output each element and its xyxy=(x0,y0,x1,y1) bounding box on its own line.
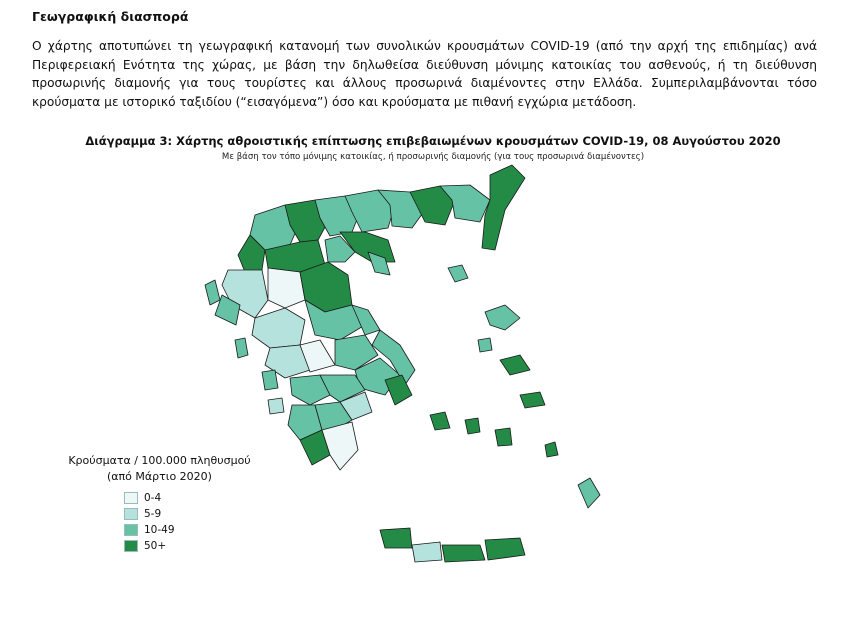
map-region xyxy=(520,392,545,408)
section-heading: Γεωγραφική διασπορά xyxy=(32,9,189,24)
map-region xyxy=(322,422,358,470)
map-region xyxy=(578,478,600,508)
map-region xyxy=(442,545,485,562)
map-region xyxy=(268,268,305,308)
legend-swatch xyxy=(124,492,138,504)
map-region xyxy=(500,355,530,375)
map-region xyxy=(482,165,525,250)
legend-label: 0-4 xyxy=(144,492,162,504)
legend-label: 5-9 xyxy=(144,508,162,520)
map-region xyxy=(545,442,558,457)
map-region xyxy=(495,428,512,446)
greece-choropleth-map xyxy=(150,160,620,580)
map-region xyxy=(485,305,520,330)
figure-title: Διάγραμμα 3: Χάρτης αθροιστικής επίπτωσης επιβεβαιωμένων κρουσμάτων COVID-19, 08 Αυγούστου 2020 xyxy=(85,134,781,148)
map-region xyxy=(235,338,248,358)
map-region xyxy=(205,280,220,305)
legend-swatch xyxy=(124,524,138,536)
map-region xyxy=(262,370,278,390)
map-region xyxy=(252,308,305,348)
legend-swatch xyxy=(124,540,138,552)
legend-item xyxy=(124,523,175,537)
legend-item xyxy=(124,491,161,505)
map-region xyxy=(430,412,450,430)
legend-title-line2: (από Μάρτιο 2020) xyxy=(107,470,212,483)
description-paragraph: Ο χάρτης αποτυπώνει τη γεωγραφική κατανομή των συνολικών κρουσμάτων COVID-19 (από την αρχή της επιδημίας) ανά Περιφερειακή Ενότητα της χώρας, με βάση την δηλωθείσα διεύθυνση μόνιμης κατοικίας του ασθενούς, ή τη διεύθυνση προσωρινής διαμονής για τους τουρίστες και άλλους προσωρινά διαμένοντες στην Ελλάδα. Συμπεριλαμβάνονται τόσο κρούσματα με ιστορικό ταξιδίου (“εισαγόμενα”) όσο και κρούσματα με πιθανή εγχώρια μετάδοση. xyxy=(32,39,817,109)
map-region xyxy=(465,418,480,434)
map-region xyxy=(268,398,284,414)
legend-item xyxy=(124,507,161,521)
map-region xyxy=(412,542,442,562)
map-region xyxy=(478,338,492,352)
legend-item xyxy=(124,539,166,553)
legend-label: 50+ xyxy=(144,540,167,552)
figure-subtitle: Με βάση τον τόπο μόνιμης κατοικίας, ή προσωρινής διαμονής (για τους προσωρινά διαμένοντες) xyxy=(221,152,645,162)
legend-title xyxy=(52,453,267,485)
legend-label: 10-49 xyxy=(144,524,175,536)
map-region xyxy=(448,265,468,282)
map-region xyxy=(485,538,525,560)
legend-title-line1: Κρούσματα / 100.000 πληθυσμού xyxy=(68,454,251,467)
legend-swatch xyxy=(124,508,138,520)
map-region xyxy=(380,528,412,548)
